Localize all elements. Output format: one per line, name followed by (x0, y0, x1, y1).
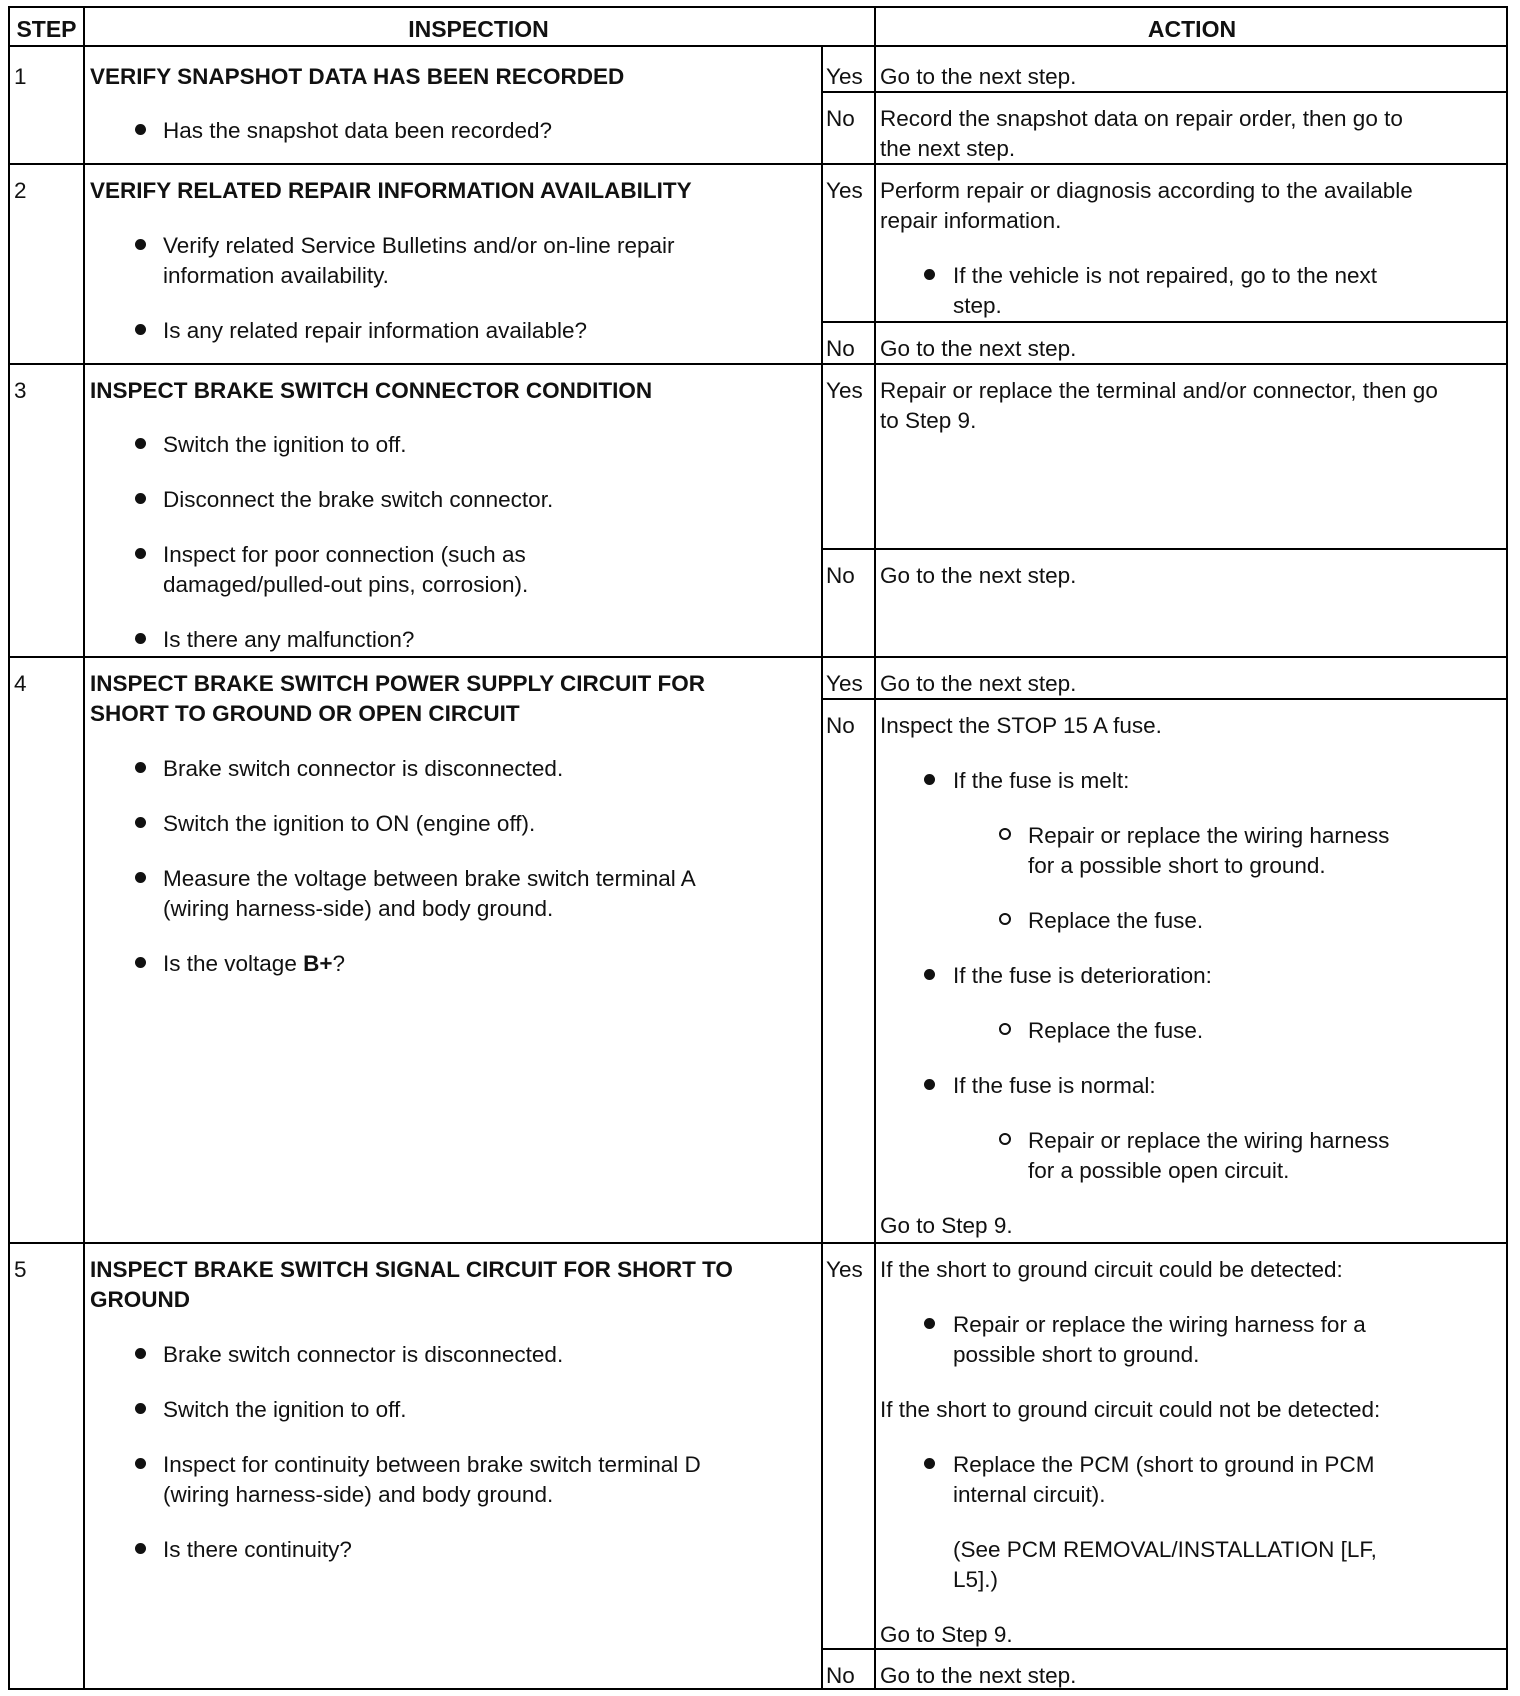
yes-action: Go to the next step. (880, 64, 1077, 89)
header-inspection: INSPECTION (408, 16, 549, 42)
yes-action: Go to Step 9. (880, 1622, 1013, 1647)
column-divider (83, 8, 85, 1688)
yes-action: internal circuit). (953, 1482, 1106, 1507)
yes-action: Go to the next step. (880, 671, 1077, 696)
step-title: SHORT TO GROUND OR OPEN CIRCUIT (90, 701, 520, 726)
step-number: 4 (14, 671, 27, 696)
bullet-icon (135, 762, 146, 773)
no-action: for a possible open circuit. (1028, 1158, 1290, 1183)
no-action: Inspect the STOP 15 A fuse. (880, 713, 1162, 738)
check-item: Is there continuity? (163, 1537, 352, 1562)
yes-action: repair information. (880, 208, 1062, 233)
bullet-icon (135, 548, 146, 559)
yes-action: step. (953, 293, 1002, 318)
bullet-icon (135, 239, 146, 250)
no-label: No (826, 713, 855, 738)
sub-bullet-icon (999, 913, 1011, 925)
step-title: VERIFY SNAPSHOT DATA HAS BEEN RECORDED (90, 64, 625, 89)
bullet-icon (924, 969, 935, 980)
step-number: 3 (14, 378, 27, 403)
bullet-icon (135, 324, 146, 335)
column-divider (821, 47, 823, 1688)
check-item: Verify related Service Bulletins and/or on-line repair (163, 233, 675, 258)
step-number: 2 (14, 178, 27, 203)
bullet-icon (924, 774, 935, 785)
sub-bullet-icon (999, 1133, 1011, 1145)
step-title: INSPECT BRAKE SWITCH SIGNAL CIRCUIT FOR SHORT TO (90, 1257, 733, 1282)
row-divider (10, 1242, 1506, 1244)
bullet-icon (135, 957, 146, 968)
bullet-icon (135, 633, 146, 644)
yes-label: Yes (826, 178, 863, 203)
yes-label: Yes (826, 378, 863, 403)
yes-action: If the short to ground circuit could be detected: (880, 1257, 1343, 1282)
bullet-icon (135, 1403, 146, 1414)
no-action: the next step. (880, 136, 1016, 161)
yes-label: Yes (826, 671, 863, 696)
diagnostic-procedure-table (8, 6, 1508, 1690)
header-step: STEP (16, 16, 77, 42)
bullet-icon (135, 1458, 146, 1469)
no-action: If the fuse is deterioration: (953, 963, 1212, 988)
no-action: Record the snapshot data on repair order, then go to (880, 106, 1403, 131)
check-item: Switch the ignition to off. (163, 432, 407, 457)
step-title: INSPECT BRAKE SWITCH CONNECTOR CONDITION (90, 378, 653, 403)
no-action: Repair or replace the wiring harness (1028, 823, 1390, 848)
bullet-icon (135, 872, 146, 883)
bullet-icon (135, 1348, 146, 1359)
yes-action: If the vehicle is not repaired, go to the next (953, 263, 1378, 288)
no-action: Go to the next step. (880, 1663, 1077, 1688)
check-item: Inspect for continuity between brake switch terminal D (163, 1452, 701, 1477)
check-item: information availability. (163, 263, 389, 288)
no-action: Replace the fuse. (1028, 908, 1204, 933)
bullet-icon (135, 493, 146, 504)
check-item: Switch the ignition to ON (engine off). (163, 811, 536, 836)
no-action: Replace the fuse. (1028, 1018, 1204, 1043)
no-action: Go to the next step. (880, 563, 1077, 588)
yes-action: L5].) (953, 1567, 999, 1592)
no-label: No (826, 336, 855, 361)
bullet-icon (924, 1458, 935, 1469)
step-title: VERIFY RELATED REPAIR INFORMATION AVAILABILITY (90, 178, 692, 203)
no-action: Go to Step 9. (880, 1213, 1013, 1238)
no-action: If the fuse is melt: (953, 768, 1130, 793)
bullet-icon (135, 817, 146, 828)
check-item: Brake switch connector is disconnected. (163, 1342, 564, 1367)
yes-action: to Step 9. (880, 408, 977, 433)
header-action: ACTION (1147, 16, 1237, 42)
check-item: Switch the ignition to off. (163, 1397, 407, 1422)
sub-bullet-icon (999, 828, 1011, 840)
yes-label: Yes (826, 1257, 863, 1282)
check-item: Inspect for poor connection (such as (163, 542, 526, 567)
yes-action: possible short to ground. (953, 1342, 1200, 1367)
check-value: B+ (303, 951, 333, 976)
column-divider (874, 8, 876, 1688)
yes-no-divider (821, 321, 1506, 323)
yes-action: (See PCM REMOVAL/INSTALLATION [LF, (953, 1537, 1377, 1562)
check-item: Has the snapshot data been recorded? (163, 118, 553, 143)
check-item: damaged/pulled-out pins, corrosion). (163, 572, 529, 597)
row-divider (10, 363, 1506, 365)
bullet-icon (135, 1543, 146, 1554)
yes-action: Perform repair or diagnosis according to the available (880, 178, 1413, 203)
check-item: Is there any malfunction? (163, 627, 415, 652)
check-item: Disconnect the brake switch connector. (163, 487, 554, 512)
step-title: GROUND (90, 1287, 190, 1312)
yes-action: Repair or replace the wiring harness for a (953, 1312, 1366, 1337)
header-divider (10, 45, 1506, 47)
no-label: No (826, 106, 855, 131)
check-item: (wiring harness-side) and body ground. (163, 1482, 554, 1507)
check-text: ? (332, 951, 346, 976)
sub-bullet-icon (999, 1023, 1011, 1035)
yes-label: Yes (826, 64, 863, 89)
no-label: No (826, 1663, 855, 1688)
check-item: Is any related repair information available? (163, 318, 587, 343)
step-title: INSPECT BRAKE SWITCH POWER SUPPLY CIRCUIT FOR (90, 671, 706, 696)
bullet-icon (924, 269, 935, 280)
no-action: Go to the next step. (880, 336, 1077, 361)
bullet-icon (135, 438, 146, 449)
yes-no-divider (821, 548, 1506, 550)
step-number: 5 (14, 1257, 27, 1282)
no-action: for a possible short to ground. (1028, 853, 1326, 878)
bullet-icon (924, 1318, 935, 1329)
check-text: Is the voltage (163, 951, 297, 976)
no-label: No (826, 563, 855, 588)
no-action: Repair or replace the wiring harness (1028, 1128, 1390, 1153)
check-item: Measure the voltage between brake switch terminal A (163, 866, 696, 891)
row-divider (10, 656, 1506, 658)
check-item (163, 949, 345, 979)
row-divider (10, 163, 1506, 165)
check-item: Brake switch connector is disconnected. (163, 756, 564, 781)
yes-action: Replace the PCM (short to ground in PCM (953, 1452, 1375, 1477)
no-action: If the fuse is normal: (953, 1073, 1156, 1098)
yes-action: If the short to ground circuit could not be detected: (880, 1397, 1381, 1422)
yes-action: Repair or replace the terminal and/or connector, then go (880, 378, 1438, 403)
bullet-icon (924, 1079, 935, 1090)
bullet-icon (135, 124, 146, 135)
step-number: 1 (14, 64, 27, 89)
check-item: (wiring harness-side) and body ground. (163, 896, 554, 921)
